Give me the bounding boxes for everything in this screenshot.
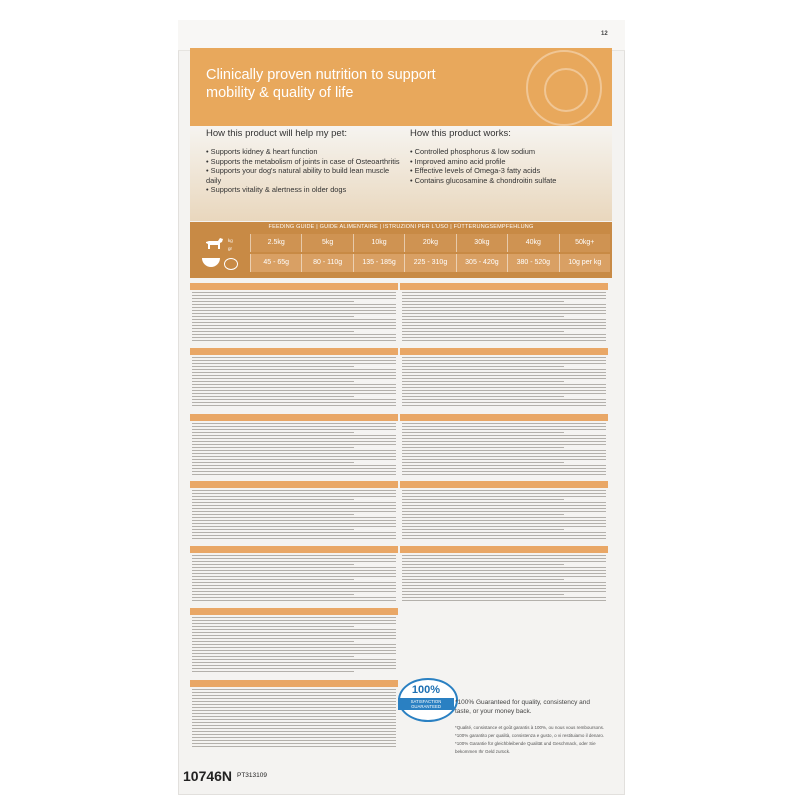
grams-cell: 80 - 110g <box>301 254 352 272</box>
weight-cell: 10kg <box>353 234 404 252</box>
fine-print-line <box>192 653 396 654</box>
fine-print-line <box>402 496 606 497</box>
fine-print-line <box>192 617 396 618</box>
fine-print-line <box>192 523 396 524</box>
fine-print-line <box>192 600 396 601</box>
benefits-right-title: How this product works: <box>410 128 511 139</box>
fine-print-line <box>192 298 396 299</box>
fine-print-line <box>192 629 396 630</box>
fine-print-line <box>402 579 564 580</box>
grams-cell: 305 - 420g <box>456 254 507 272</box>
fine-print-line <box>402 396 564 397</box>
fine-print-line <box>192 671 354 672</box>
fine-print-line <box>192 638 396 639</box>
panel-header <box>190 481 398 488</box>
fine-print-line <box>402 387 606 388</box>
fine-print-line <box>402 438 606 439</box>
unit-gr: gr <box>228 246 233 251</box>
fine-print-line <box>402 423 606 424</box>
fine-print-line <box>192 632 396 633</box>
fine-print-line <box>192 369 396 370</box>
fine-print-line <box>192 635 396 636</box>
fine-print-line <box>192 310 396 311</box>
fine-print-line <box>402 564 564 565</box>
fine-print-line <box>402 316 564 317</box>
fine-print-line <box>192 529 354 530</box>
fine-print-line <box>402 298 606 299</box>
fine-print-line <box>402 465 606 466</box>
benefit-item: • Supports kidney & heart function <box>206 147 406 157</box>
panel-header <box>190 283 398 290</box>
fine-print-panel <box>190 414 398 477</box>
fine-print-panel <box>190 481 398 541</box>
fine-print-line <box>192 579 354 580</box>
measuring-cup-icon <box>224 258 238 270</box>
fine-print-panel <box>190 680 398 749</box>
fine-print-line <box>192 558 396 559</box>
fine-print-line <box>192 659 396 660</box>
fine-print-line <box>192 405 396 406</box>
fine-print-line <box>192 307 396 308</box>
fine-print-line <box>192 429 396 430</box>
bowl-icon <box>202 258 220 267</box>
fine-print-line <box>402 432 564 433</box>
fine-print-line <box>192 535 396 536</box>
fine-print-line <box>402 585 606 586</box>
fine-print-line <box>402 450 606 451</box>
fine-print-panel <box>400 348 608 408</box>
fine-print-line <box>402 535 606 536</box>
fine-print-line <box>192 337 396 338</box>
fine-print-line <box>402 520 606 521</box>
fine-print-panel <box>400 481 608 541</box>
fine-print-line <box>402 337 606 338</box>
fine-print-line <box>192 626 354 627</box>
fine-print-line <box>402 435 606 436</box>
fine-print-line <box>192 597 396 598</box>
fine-print-line <box>402 490 606 491</box>
fine-print-line <box>402 511 606 512</box>
fine-print-line <box>402 307 606 308</box>
fine-print-line <box>192 508 396 509</box>
fine-print-line <box>192 444 396 445</box>
benefits-section <box>190 126 612 221</box>
fine-print-line <box>192 573 396 574</box>
fine-print-line <box>402 471 606 472</box>
fine-print-line <box>192 384 396 385</box>
fine-print-line <box>192 474 396 475</box>
guarantee-badge <box>398 678 454 734</box>
weight-cell: 2.5kg <box>250 234 301 252</box>
fine-print-line <box>192 438 396 439</box>
fine-print-line <box>192 322 396 323</box>
fine-print-panel <box>400 414 608 477</box>
flask-logo-icon <box>526 50 602 126</box>
fine-print-line <box>192 456 396 457</box>
fine-print-line <box>402 295 606 296</box>
panel-header <box>400 283 608 290</box>
fine-print-line <box>192 304 396 305</box>
benefits-left-title: How this product will help my pet: <box>206 128 347 139</box>
fine-print-line <box>192 360 396 361</box>
grams-cell: 10g per kg <box>559 254 610 272</box>
fine-print-line <box>402 453 606 454</box>
fine-print-line <box>402 532 606 533</box>
fine-print-line <box>192 390 396 391</box>
fine-print-line <box>402 523 606 524</box>
fine-print-line <box>192 402 396 403</box>
guarantee-translation: *Qualité, consistance et goût garantis à 100%, ou nous vous remboursons. <box>455 725 605 730</box>
fine-print-line <box>192 526 396 527</box>
fine-print-line <box>192 375 396 376</box>
fine-print-line <box>402 600 606 601</box>
fine-print-line <box>402 474 606 475</box>
fine-print-line <box>402 576 606 577</box>
fine-print-line <box>402 441 606 442</box>
fine-print-line <box>192 644 396 645</box>
fine-print-line <box>402 301 564 302</box>
fine-print-line <box>402 462 564 463</box>
fine-print-line <box>192 532 396 533</box>
fine-print-panel <box>400 546 608 603</box>
fine-print-line <box>402 360 606 361</box>
fine-print-line <box>402 570 606 571</box>
panel-header <box>190 348 398 355</box>
fine-print-line <box>402 456 606 457</box>
panel-header <box>400 414 608 421</box>
fine-print-line <box>192 561 396 562</box>
fine-print-line <box>192 334 396 335</box>
weight-cell: 40kg <box>507 234 558 252</box>
fine-print-line <box>192 576 396 577</box>
fine-print-line <box>402 313 606 314</box>
fine-print-line <box>192 313 396 314</box>
fine-print-line <box>192 620 396 621</box>
fine-print-line <box>402 597 606 598</box>
fine-print-line <box>402 402 606 403</box>
works-item: • Effective levels of Omega-3 fatty acids <box>410 166 610 176</box>
fine-print-panel <box>190 608 398 674</box>
fine-print-line <box>192 647 396 648</box>
hero-title: Clinically proven nutrition to support mobility & quality of life <box>206 67 436 101</box>
fine-print-line <box>192 357 396 358</box>
fine-print-panel <box>190 546 398 603</box>
fine-print-line <box>192 387 396 388</box>
fine-print-panel <box>400 283 608 343</box>
fine-print-line <box>192 462 354 463</box>
guarantee-translation: *100% Garantie für gleichbleibende Qualität und Geschmack, oder Sie bekommen Ihr Geld zurück. <box>455 741 596 754</box>
fine-print-line <box>402 561 606 562</box>
works-item: • Contains glucosamine & chondroitin sulfate <box>410 176 610 186</box>
fine-print-line <box>402 429 606 430</box>
fine-print-line <box>192 423 396 424</box>
fine-print-line <box>192 623 396 624</box>
works-item: • Controlled phosphorus & low sodium <box>410 147 610 157</box>
fine-print-line <box>402 369 606 370</box>
fine-print-line <box>402 292 606 293</box>
fine-print-line <box>192 340 396 341</box>
fine-print-line <box>402 340 606 341</box>
fine-print-line <box>192 499 354 500</box>
weight-cell: 20kg <box>404 234 455 252</box>
fine-print-line <box>402 573 606 574</box>
grams-cell: 225 - 310g <box>404 254 455 272</box>
fine-print-line <box>192 450 396 451</box>
fine-print-line <box>402 426 606 427</box>
fine-print-line <box>402 328 606 329</box>
fine-print-panel <box>190 348 398 408</box>
weight-row <box>250 234 610 252</box>
fine-print-line <box>402 594 564 595</box>
fine-print-line <box>192 301 354 302</box>
fine-print-line <box>192 426 396 427</box>
fine-print-line <box>402 366 564 367</box>
fine-print-line <box>192 493 396 494</box>
fine-print-line <box>402 334 606 335</box>
fine-print-line <box>192 378 396 379</box>
fine-print-line <box>192 582 396 583</box>
fine-print-line <box>402 405 606 406</box>
fine-print-line <box>192 441 396 442</box>
fine-print-line <box>402 526 606 527</box>
fine-print-line <box>402 538 606 539</box>
fine-print-line <box>192 396 354 397</box>
fine-print-line <box>402 325 606 326</box>
fine-print-line <box>192 585 396 586</box>
fine-print-line <box>402 508 606 509</box>
fine-print-line <box>402 591 606 592</box>
product-code: 10746N <box>183 768 233 784</box>
fine-print-line <box>192 668 396 669</box>
grams-cell: 380 - 520g <box>507 254 558 272</box>
grams-cell: 135 - 185g <box>353 254 404 272</box>
top-seal <box>178 20 625 51</box>
fine-print-line <box>402 502 606 503</box>
guarantee-translations <box>455 724 605 756</box>
product-subcode: PT313109 <box>237 772 267 779</box>
feeding-guide-header: FEEDING GUIDE | GUIDE ALIMENTAIRE | ISTRUZIONI PER L'USO | FÜTTERUNGSEMPFEHLUNG <box>268 224 534 230</box>
benefit-item: • Supports your dog's natural ability to build lean muscle daily <box>206 166 406 185</box>
fine-print-line <box>402 588 606 589</box>
fine-print-line <box>192 641 354 642</box>
fine-print-line <box>192 393 396 394</box>
fine-print-line <box>192 471 396 472</box>
fine-print-line <box>192 363 396 364</box>
benefits-right <box>410 128 610 185</box>
fine-print-line <box>402 378 606 379</box>
fine-print-line <box>192 588 396 589</box>
fine-print-line <box>402 517 606 518</box>
fine-print-line <box>402 447 564 448</box>
grams-row <box>250 254 610 272</box>
fine-print-line <box>402 558 606 559</box>
fine-print-line <box>192 555 396 556</box>
benefit-item: • Supports the metabolism of joints in case of Osteoarthritis <box>206 157 406 167</box>
fine-print-line <box>402 567 606 568</box>
fine-print-line <box>192 331 354 332</box>
fine-print-line <box>192 490 396 491</box>
panel-header <box>400 481 608 488</box>
fine-print-line <box>192 399 396 400</box>
feeding-icons <box>196 232 248 276</box>
fine-print-line <box>402 322 606 323</box>
fine-print-line <box>192 496 396 497</box>
feeding-guide <box>190 222 612 278</box>
fine-print-line <box>192 295 396 296</box>
fine-print-line <box>402 493 606 494</box>
fine-print-line <box>402 468 606 469</box>
panel-header <box>190 546 398 553</box>
fine-print-line <box>402 363 606 364</box>
fine-print-line <box>402 499 564 500</box>
badge-number: 100% <box>411 684 441 696</box>
fine-print-line <box>192 502 396 503</box>
benefits-left <box>206 128 406 195</box>
fine-print-line <box>192 517 396 518</box>
badge-label: SATISFACTION GUARANTEED <box>398 698 454 710</box>
fine-print-line <box>192 372 396 373</box>
fine-print-line <box>402 372 606 373</box>
fine-print-line <box>402 310 606 311</box>
fine-print-line <box>192 447 354 448</box>
fine-print-line <box>192 453 396 454</box>
fine-print-line <box>402 399 606 400</box>
unit-kg: kg <box>228 238 233 243</box>
guarantee-translation: *100% garantito per qualità, consistenza e gusto, o vi restituiamo il denaro. <box>455 733 605 738</box>
fine-print-line <box>192 594 354 595</box>
fine-print-line <box>402 582 606 583</box>
fine-print-line <box>402 304 606 305</box>
fine-print-line <box>192 292 396 293</box>
fine-print-line <box>402 514 564 515</box>
fine-print-line <box>402 390 606 391</box>
fine-print-line <box>402 384 606 385</box>
fine-print-line <box>192 328 396 329</box>
guarantee-text: *100% Guaranteed for quality, consistency and taste, or your money back. <box>455 699 591 715</box>
fine-print-line <box>192 468 396 469</box>
fine-print-line <box>402 505 606 506</box>
corner-code: 12 <box>601 31 608 37</box>
hero-banner <box>190 48 612 126</box>
fine-print-line <box>192 538 396 539</box>
fine-print-line <box>192 570 396 571</box>
dog-icon <box>204 236 224 250</box>
fine-print-line <box>192 591 396 592</box>
fine-print-line <box>402 319 606 320</box>
benefit-item: • Supports vitality & alertness in older dogs <box>206 185 406 195</box>
weight-cell: 50kg+ <box>559 234 610 252</box>
fine-print-line <box>192 564 354 565</box>
fine-print-line <box>192 656 354 657</box>
panel-header <box>190 608 398 615</box>
panel-header <box>190 414 398 421</box>
fine-print-line <box>402 357 606 358</box>
fine-print-line <box>192 465 396 466</box>
fine-print-line <box>402 529 564 530</box>
fine-print-line <box>192 505 396 506</box>
fine-print-line <box>192 316 354 317</box>
panel-header <box>400 546 608 553</box>
works-item: • Improved amino acid profile <box>410 157 610 167</box>
fine-print-line <box>402 381 564 382</box>
fine-print-line <box>192 567 396 568</box>
fine-print-line <box>192 650 396 651</box>
fine-print-line <box>192 325 396 326</box>
fine-print-line <box>192 662 396 663</box>
fine-print-line <box>402 375 606 376</box>
fine-print-line <box>192 514 354 515</box>
weight-cell: 5kg <box>301 234 352 252</box>
fine-print-line <box>192 459 396 460</box>
fine-print-line <box>192 665 396 666</box>
fine-print-line <box>192 435 396 436</box>
fine-print-line <box>192 381 354 382</box>
fine-print-line <box>192 520 396 521</box>
panel-header <box>400 348 608 355</box>
weight-cell: 30kg <box>456 234 507 252</box>
fine-print-line <box>192 432 354 433</box>
fine-print-line <box>402 444 606 445</box>
fine-print-line <box>192 511 396 512</box>
fine-print-line <box>402 459 606 460</box>
fine-print-line <box>402 393 606 394</box>
fine-print-line <box>192 366 354 367</box>
fine-print-panel <box>190 283 398 343</box>
fine-print-line <box>192 319 396 320</box>
grams-cell: 45 - 65g <box>250 254 301 272</box>
fine-print-line <box>402 331 564 332</box>
fine-print-line <box>402 555 606 556</box>
